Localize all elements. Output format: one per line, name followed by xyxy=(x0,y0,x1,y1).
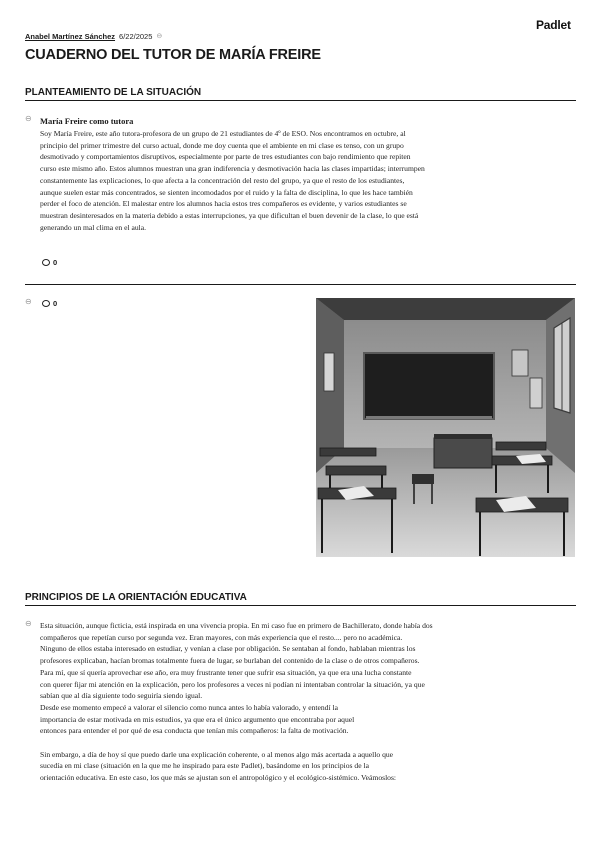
text-line: principio del primer trimestre del curso actual, donde me doy cuenta que el ambiente en mi clase es tenso, con un grupo xyxy=(40,140,404,150)
text-line: Desde ese momento empecé a valorar el silencio como nunca antes lo había valorado, y entendí la xyxy=(40,702,338,712)
text-line: generando un mal clima en el aula. xyxy=(40,222,147,232)
comment-count[interactable] xyxy=(42,258,57,267)
text-line: Para mí, que sí quería aprovechar ese año, era muy frustrante tener que sufrir esa situación, ya que era una lucha constante xyxy=(40,667,412,677)
page-title: CUADERNO DEL TUTOR DE MARÍA FREIRE xyxy=(25,47,321,63)
text-line: importancia de estar motivada en mis estudios, ya que era el único argumento que encontraba por aquel xyxy=(40,714,355,724)
text-line: compañeros que repetían curso por segunda vez. Eran mayores, con más experiencia que el resto.... pero no académica. xyxy=(40,632,403,642)
post-divider xyxy=(25,284,576,285)
classroom-image[interactable] xyxy=(316,298,575,557)
comment-count-value: 0 xyxy=(53,299,58,308)
text-line: aunque suelen estar más concentrados, se sienten incomodados por el ruido y la falta de disciplina, lo que les hace también xyxy=(40,187,413,197)
text-line: perder el foco de atención. El malestar entre los alumnos hacia estos tres compañeros es evidente, y varios estudiantes se xyxy=(40,199,407,209)
post-meta xyxy=(25,32,162,41)
post-body xyxy=(40,620,576,784)
link-icon[interactable]: ⊖ xyxy=(25,114,32,123)
text-line: sucedía en mi clase (situación en la que me he inspirado para este Padlet), basándome en los principios de la xyxy=(40,761,369,771)
text-line: con querer fijar mi atención en la explicación, pero los profesores a veces ni podían ni intentaban controlar la situación, ya que xyxy=(40,679,425,689)
text-line: muestran desinteresados en la materia debido a estas interrupciones, ya que dificultan el buen devenir de la clase, lo que está xyxy=(40,210,419,220)
text-line: Esta situación, aunque ficticia, está inspirada en una vivencia propia. En mi caso fue en primero de Bachillerato, donde había dos xyxy=(40,621,433,630)
text-line: sabían que al día siguiente todo seguiría siendo igual. xyxy=(40,691,203,701)
text-line: Ninguno de ellos estaba interesado en estudiar, y venían a clase por obligación. Se sentaban al fondo, hablaban mientras los xyxy=(40,644,416,654)
post-title: María Freire como tutora xyxy=(40,116,134,126)
section-heading-planteamiento: PLANTEAMIENTO DE LA SITUACIÓN xyxy=(25,87,576,101)
link-icon[interactable]: ⊖ xyxy=(156,33,163,40)
text-line: constantemente las explicaciones, lo que afecta a la concentración del resto del grupo, ya que el resto de los estudiantes, xyxy=(40,175,405,185)
post-body xyxy=(40,128,576,233)
paragraph-spacer xyxy=(40,737,576,749)
comment-count-value: 0 xyxy=(53,258,58,267)
comment-count[interactable] xyxy=(42,299,57,308)
post-date: 6/22/2025 xyxy=(119,32,153,41)
padlet-logo: Padlet xyxy=(536,18,571,32)
comment-bubble-icon xyxy=(42,259,50,266)
section-heading-principios: PRINCIPIOS DE LA ORIENTACIÓN EDUCATIVA xyxy=(25,592,576,606)
link-icon[interactable]: ⊖ xyxy=(25,297,32,306)
text-line: curso este mismo año. Estos alumnos muestran una gran indiferencia y desmotivación hacia las clases impartidas; interrumpen xyxy=(40,164,425,174)
text-line: entonces para entender el por qué de esa conducta que tenían mis compañeros: la falta de motivación. xyxy=(40,726,349,736)
classroom-sketch-illustration xyxy=(316,298,575,557)
link-icon[interactable]: ⊖ xyxy=(25,619,32,628)
author-link[interactable]: Anabel Martínez Sánchez xyxy=(25,32,116,41)
text-line: Soy María Freire, este año tutora-profesora de un grupo de 21 estudiantes de 4º de ESO. Nos encontramos en octubre, al xyxy=(40,129,406,138)
text-line: Sin embargo, a día de hoy sí que puedo darle una explicación coherente, o al menos algo más acertada a aquello que xyxy=(40,749,394,759)
text-line: profesores explicaban, hacían bromas totalmente fuera de lugar, se burlaban del contenido de la clase o de otros compañeros. xyxy=(40,656,420,666)
text-line: desmotivado y comportamientos disruptivos, especialmente por parte de tres estudiantes con bajo rendimiento que repiten xyxy=(40,152,411,162)
comment-bubble-icon xyxy=(42,300,50,307)
text-line: orientación educativa. En este caso, los que más se ajustan son el antropológico y el ecológico-sistémico. Veámoslos: xyxy=(40,773,397,783)
